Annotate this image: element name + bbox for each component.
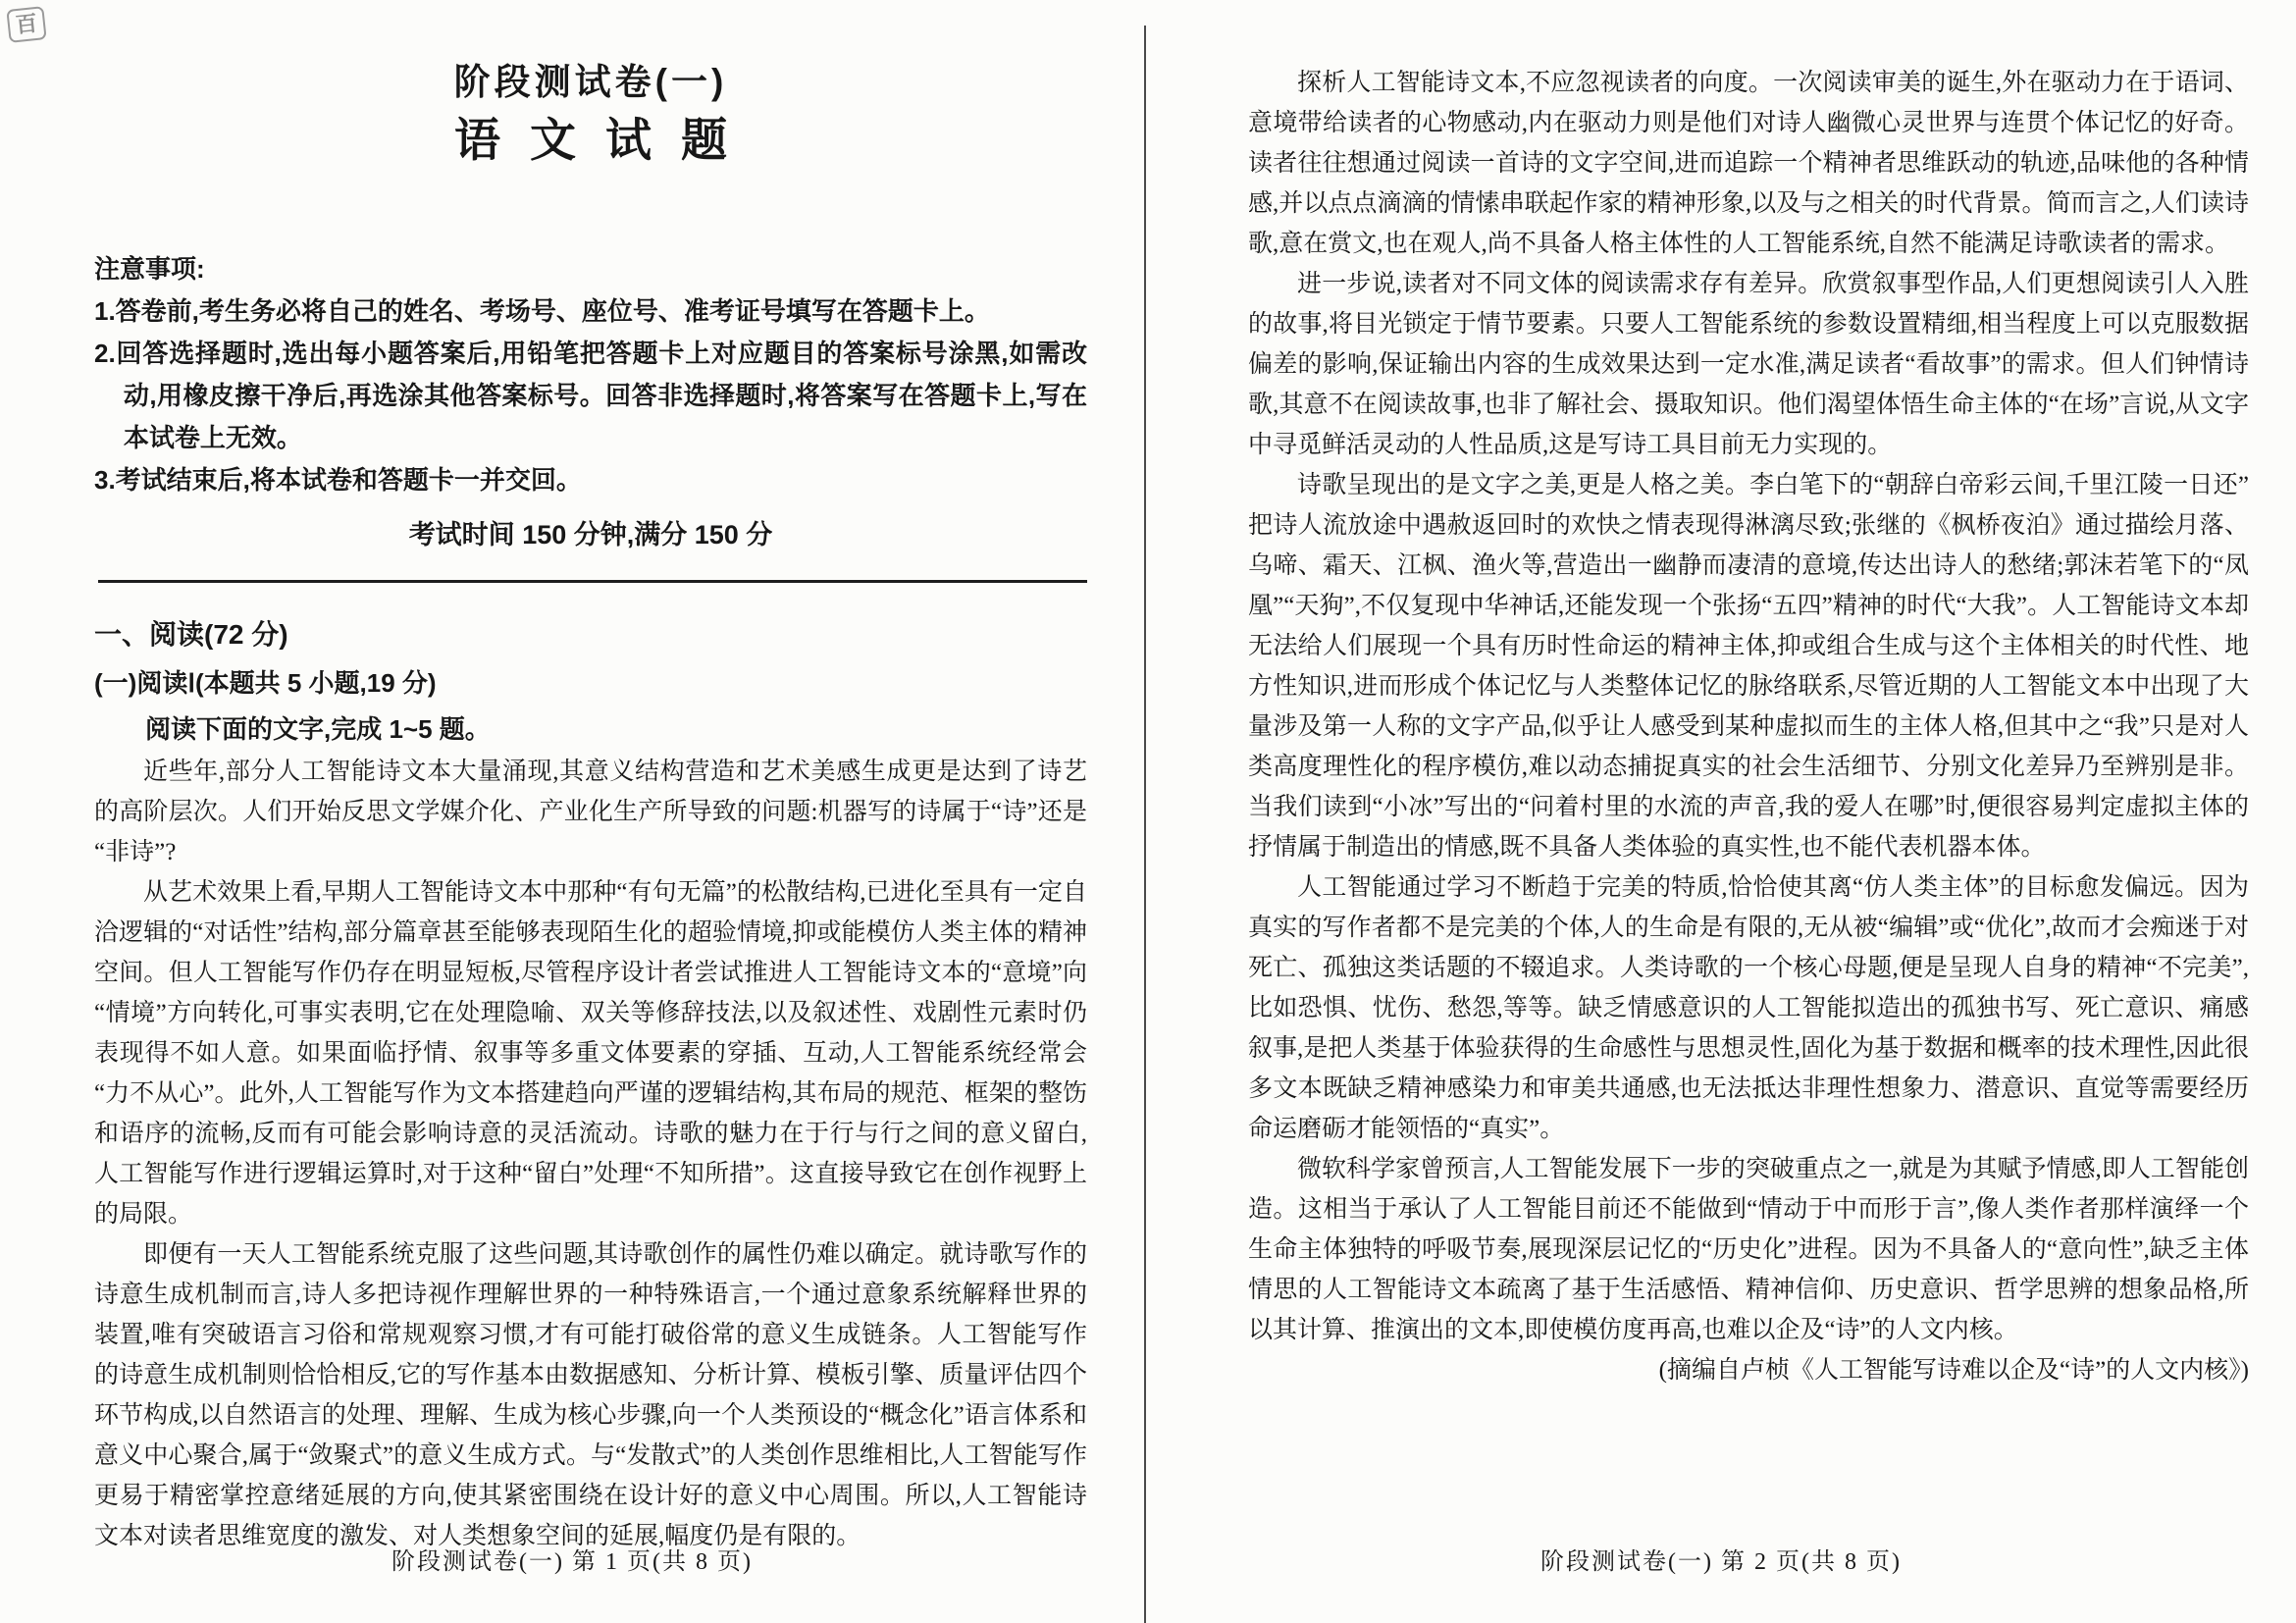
passage-paragraph: 微软科学家曾预言,人工智能发展下一步的突破重点之一,就是为其赋予情感,即人工智能创造。这相当于承认了人工智能目前还不能做到“情动于中而形于言”,像人类作者那样演绎一个生命主体独特的呼吸节奏,展现深层记忆的“历史化”进程。因为不具备人的“意向性”,缺乏主体情思的人工智能诗文本疏离了基于生活感悟、精神信仰、历史意识、哲学思辨的想象品格,所以其计算、推演出的文本,即使模仿度再高,也难以企及“诗”的人文内核。	[1248, 1156, 2249, 1343]
exam-subtitle: 语文试题	[454, 114, 757, 166]
exam-title: 阶段测试卷(一)	[453, 62, 728, 102]
passage-paragraph: 探析人工智能诗文本,不应忽视读者的向度。一次阅读审美的诞生,外在驱动力在于语词、意境带给读者的心物感动,内在驱动力则是他们对诗人幽微心灵世界与连贯个体记忆的好奇。读者往往想通过阅读一首诗的文字空间,进而追踪一个精神者思维跃动的轨迹,品味他的各种情感,并以点点滴滴的情愫串联起作家的精神形象,以及与之相关的时代背景。简而言之,人们读诗歌,意在赏文,也在观人,尚不具备人格主体性的人工智能系统,自然不能满足诗歌读者的需求。	[1248, 70, 2249, 257]
notice-item-1: 1.答卷前,考生务必将自己的姓名、考场号、座位号、准考证号填写在答题卡上。	[94, 296, 990, 326]
passage-paragraph: 即便有一天人工智能系统克服了这些问题,其诗歌创作的属性仍难以确定。就诗歌写作的诗意生成机制而言,诗人多把诗视作理解世界的一种特殊语言,一个通过意象系统解释世界的装置,唯有突破语言习俗和常规观察习惯,才有可能打破俗常的意义生成链条。人工智能写作的诗意生成机制则恰恰相反,它的写作基本由数据感知、分析计算、模板引擎、质量评估四个环节构成,以自然语言的处理、理解、生成为核心步骤,向一个人类预设的“概念化”语言体系和意义中心聚合,属于“敛聚式”的意义生成方式。与“发散式”的人类创作思维相比,人工智能写作更易于精密掌控意绪延展的方向,使其紧密围绕在设计好的意义中心周围。所以,人工智能诗文本对读者思维宽度的激发、对人类想象空间的延展,幅度仍是有限的。	[94, 1241, 1087, 1549]
corner-stamp-icon: 百	[6, 6, 46, 43]
page-2	[1146, 0, 2296, 1623]
page-2-footer: 阶段测试卷(一) 第 2 页(共 8 页)	[1540, 1549, 1902, 1575]
passage-paragraph: 人工智能通过学习不断趋于完美的特质,恰恰使其离“仿人类主体”的目标愈发偏远。因为真实的写作者都不是完美的个体,人的生命是有限的,无从被“编辑”或“优化”,故而才会痴迷于对死亡、孤独这类话题的不辍追求。人类诗歌的一个核心母题,便是呈现人自身的精神“不完美”,比如恐惧、忧伤、愁怨,等等。缺乏情感意识的人工智能拟造出的孤独书写、死亡意识、痛感叙事,是把人类基于体验获得的生命感性与思想灵性,固化为基于数据和概率的技术理性,因此很多文本既缺乏精神感染力和审美共通感,也无法抵达非理性想象力、潜意识、直觉等需要经历命运磨砺才能领悟的“真实”。	[1248, 874, 2249, 1142]
notice-item-3: 3.考试结束后,将本试卷和答题卡一并交回。	[94, 465, 582, 495]
passage-paragraph: 进一步说,读者对不同文体的阅读需求存有差异。欣赏叙事型作品,人们更想阅读引人入胜的故事,将目光锁定于情节要素。只要人工智能系统的参数设置精细,相当程度上可以克服数据偏差的影响,保证输出内容的生成效果达到一定水准,满足读者“看故事”的需求。但人们钟情诗歌,其意不在阅读故事,也非了解社会、摄取知识。他们渴望体悟生命主体的“在场”言说,从文字中寻觅鲜活灵动的人性品质,这是写诗工具目前无力实现的。	[1248, 271, 2249, 458]
notice-heading: 注意事项:	[94, 254, 205, 284]
passage-paragraph: 从艺术效果上看,早期人工智能诗文本中那种“有句无篇”的松散结构,已进化至具有一定自洽逻辑的“对话性”结构,部分篇章甚至能够表现陌生化的超验情境,抑或能模仿人类主体的精神空间。但人工智能写作仍存在明显短板,尽管程序设计者尝试推进人工智能诗文本的“意境”向“情境”方向转化,可事实表明,它在处理隐喻、双关等修辞技法,以及叙述性、戏剧性元素时仍表现得不如人意。如果面临抒情、叙事等多重文体要素的穿插、互动,人工智能系统经常会“力不从心”。此外,人工智能写作为文本搭建趋向严谨的逻辑结构,其布局的规范、框架的整饬和语序的流畅,反而有可能会影响诗意的灵活流动。诗歌的魅力在于行与行之间的意义留白,人工智能写作进行逻辑运算时,对于这种“留白”处理“不知所措”。这直接导致它在创作视野上的局限。	[94, 879, 1087, 1228]
reading-instruction: 阅读下面的文字,完成 1~5 题。	[145, 714, 491, 744]
exam-duration-score: 考试时间 150 分钟,满分 150 分	[408, 520, 773, 550]
passage-paragraph: 近些年,部分人工智能诗文本大量涌现,其意义结构营造和艺术美感生成更是达到了诗艺的高阶层次。人们开始反思文学媒介化、产业化生产所导致的问题:机器写的诗属于“诗”还是“非诗”?	[94, 759, 1087, 865]
section-heading-reading: 一、阅读(72 分)	[94, 619, 288, 650]
page-1	[0, 0, 1144, 1623]
notice-item-2: 2.回答选择题时,选出每小题答案后,用铅笔把答题卡上对应题目的答案标号涂黑,如需改动,用橡皮擦干净后,再选涂其他答案标号。回答非选择题时,将答案写在答题卡上,写在本试卷上无效。	[94, 339, 1087, 452]
page-1-footer: 阶段测试卷(一) 第 1 页(共 8 页)	[391, 1549, 753, 1575]
header-separator-line	[98, 580, 1087, 583]
passage-paragraph: 诗歌呈现出的是文字之美,更是人格之美。李白笔下的“朝辞白帝彩云间,千里江陵一日还”把诗人流放途中遇赦返回时的欢快之情表现得淋漓尽致;张继的《枫桥夜泊》通过描绘月落、乌啼、霜天、江枫、渔火等,营造出一幽静而凄清的意境,传达出诗人的愁绪;郭沫若笔下的“凤凰”“天狗”,不仅复现中华神话,还能发现一个张扬“五四”精神的时代“大我”。人工智能诗文本却无法给人们展现一个具有历时性命运的精神主体,抑或组合生成与这个主体相关的时代性、地方性知识,进而形成个体记忆与人类整体记忆的脉络联系,尽管近期的人工智能文本中出现了大量涉及第一人称的文字产品,似乎让人感受到某种虚拟而生的主体人格,但其中之“我”只是对人类高度理性化的程序模仿,难以动态捕捉真实的社会生活细节、分别文化差异乃至辨别是非。当我们读到“小冰”写出的“问着村里的水流的声音,我的爱人在哪”时,便很容易判定虚拟主体的抒情属于制造出的情感,既不具备人类体验的真实性,也不能代表机器本体。	[1248, 472, 2249, 861]
source-citation: (摘编自卢桢《人工智能写诗难以企及“诗”的人文内核》)	[1658, 1357, 2249, 1384]
subsection-heading-reading-1: (一)阅读Ⅰ(本题共 5 小题,19 分)	[94, 668, 437, 698]
